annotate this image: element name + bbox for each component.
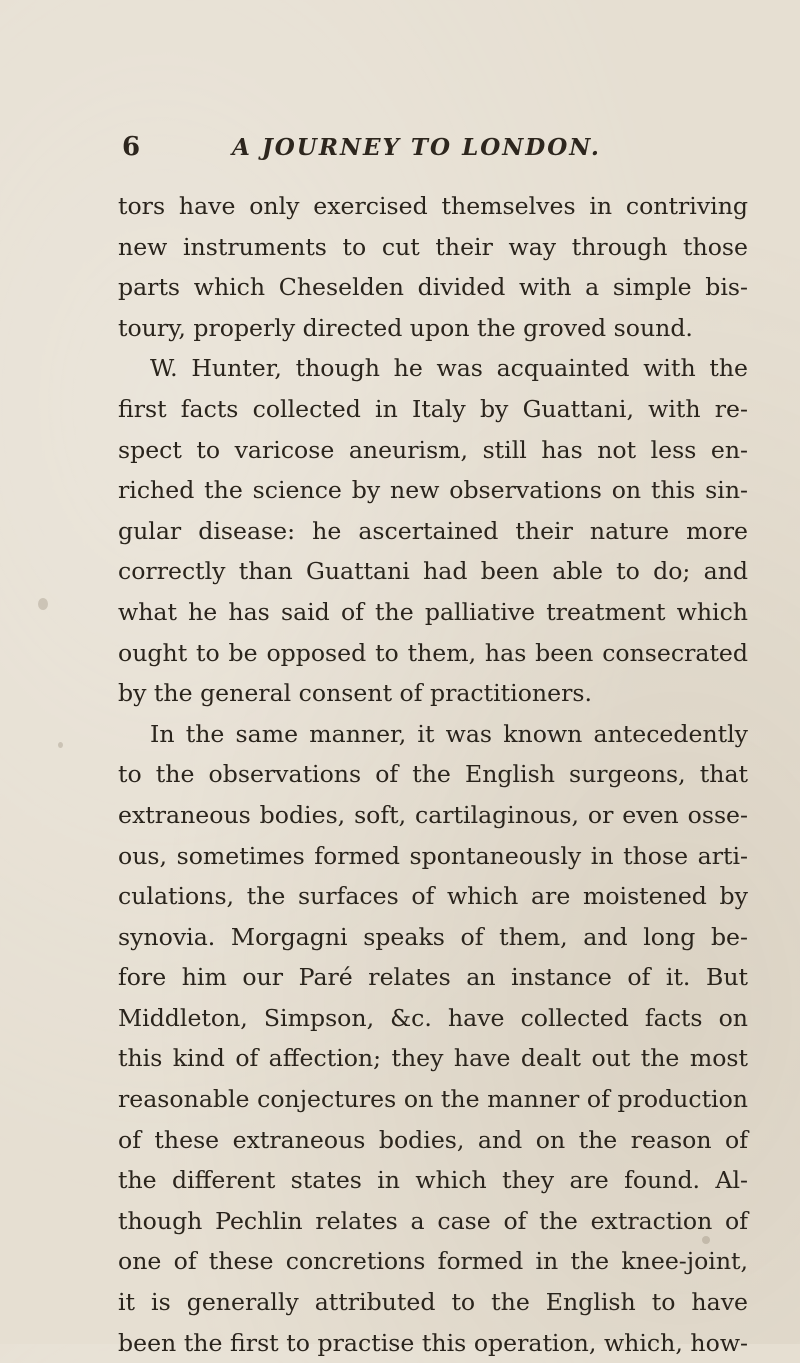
text-line: first facts collected in Italy by Guattani, with re- <box>118 394 748 423</box>
text-line: this kind of affection; they have dealt out the most <box>118 1044 748 1073</box>
text-line: what he has said of the palliative treatment which <box>118 597 748 626</box>
page-header <box>122 128 742 168</box>
text-line: been the first to practise this operation, which, how- <box>118 1328 748 1357</box>
text-line: riched the science by new observations on this sin- <box>118 476 748 505</box>
text-line: Middleton, Simpson, &c. have collected facts on <box>118 1003 748 1032</box>
text-line: synovia. Morgagni speaks of them, and long be- <box>118 922 748 951</box>
running-head: A JOURNEY TO LONDON. <box>232 134 601 161</box>
paragraph-end-line: by the general consent of practitioners. <box>118 679 592 708</box>
text-line: though Pechlin relates a case of the extraction of <box>118 1206 748 1235</box>
text-line: correctly than Guattani had been able to do; and <box>118 557 748 586</box>
text-line: gular disease: he ascertained their nature more <box>118 516 748 545</box>
text-line: one of these concretions formed in the knee-joint, <box>118 1247 748 1276</box>
text-line: reasonable conjectures on the manner of production <box>118 1085 748 1114</box>
paragraph-start-line: W. Hunter, though he was acquainted with the <box>150 354 748 383</box>
paper-stain <box>58 742 63 748</box>
text-line: extraneous bodies, soft, cartilaginous, or even osse- <box>118 800 748 829</box>
page-number: 6 <box>122 132 141 162</box>
text-line: ous, sometimes formed spontaneously in those arti- <box>118 841 748 870</box>
body-text <box>118 186 748 1363</box>
text-line: ought to be opposed to them, has been consecrated <box>118 638 748 667</box>
text-line: spect to varicose aneurism, still has not less en- <box>118 435 748 464</box>
text-line: it is generally attributed to the English to have <box>118 1288 748 1317</box>
paper-stain <box>38 598 48 610</box>
text-line: tors have only exercised themselves in contriving <box>118 192 748 220</box>
paragraph-start-line: In the same manner, it was known antecedently <box>150 719 748 748</box>
text-line: culations, the surfaces of which are moistened by <box>118 882 748 911</box>
text-line: fore him our Paré relates an instance of it. But <box>118 963 748 992</box>
text-line: of these extraneous bodies, and on the reason of <box>118 1125 748 1154</box>
text-line: parts which Cheselden divided with a simple bis- <box>118 273 748 302</box>
text-line: the different states in which they are found. Al- <box>118 1166 748 1195</box>
text-line: new instruments to cut their way through those <box>118 232 748 261</box>
text-line: to the observations of the English surgeons, that <box>118 760 748 789</box>
paragraph-end-line: toury, properly directed upon the groved sound. <box>118 313 693 342</box>
